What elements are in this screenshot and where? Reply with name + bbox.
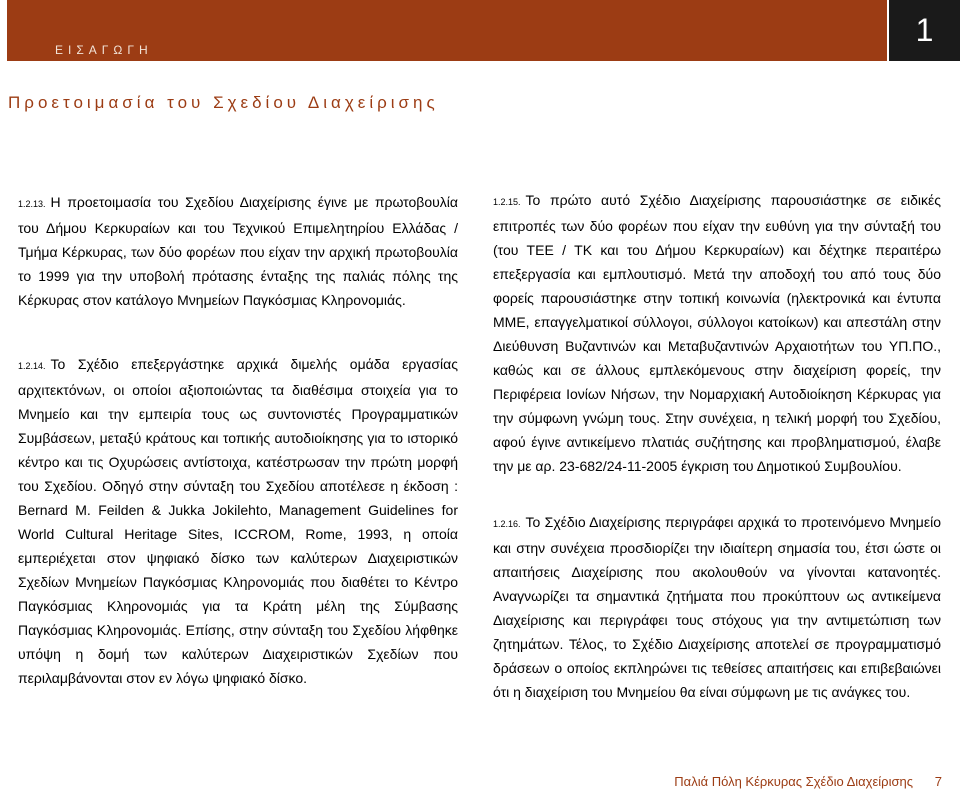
paragraph-1-2-15 <box>493 188 941 478</box>
paragraph-text: Το Σχέδιο επεξεργάστηκε αρχικά διμελής ομάδα εργασίας αρχιτεκτόνων, οι οποίοι αξιοποιώντας τα διαθέσιμα στοιχεία για το Μνημείο και την εμπειρία τους ως συντονιστές Προγραμματικών Συμβάσεων, μεταξύ κράτους και τοπικής αυτοδιοίκησης για το ιστορικό κέντρο και τις Οχυρώσεις αντίστοιχα, κατέστρωσαν την πρώτη μορφή του Σχεδίου. Οδηγό στην σύνταξη του Σχεδίου αποτέλεσε η έκδοση : Bernard M. Feilden & Jukka Jokilehto, Management Guidelines for World Cultural Heritage Sites, ICCROM, Rome, 1993, η οποία εμπεριέχεται στον ψηφιακό δίσκο των καλύτερων Διαχειριστικών Σχεδίων Μνημείων Παγκόσμιας Κληρονομιάς που διαθέτει το Κέντρο Παγκόσμιας Κληρονομιάς για τα Κράτη μέλη της Σύμβασης Παγκόσμιας Κληρονομιάς. Επίσης, στην σύνταξη του Σχεδίου λήφθηκε υπόψη η δομή των καλύτερων Διαχειριστικών Σχεδίων που περιλαμβάνονται στον εν λόγω ψηφιακό δίσκο. <box>18 356 458 686</box>
page-number: 7 <box>934 774 942 789</box>
paragraph-number: 1.2.13. <box>18 199 46 209</box>
paragraph-number: 1.2.15. <box>493 197 521 207</box>
section-title: Προετοιμασία του Σχεδίου Διαχείρισης <box>8 93 439 112</box>
paragraph-number: 1.2.14. <box>18 361 46 371</box>
paragraph-1-2-14 <box>18 352 458 690</box>
chapter-number: 1 <box>889 0 960 61</box>
paragraph-text: Το πρώτο αυτό Σχέδιο Διαχείρισης παρουσιάστηκε σε ειδικές επιτροπές των δύο φορέων που είχαν την ευθύνη για την σύνταξή του (του ΤΕΕ / ΤΚ και του Δήμου Κερκυραίων) και δέχτηκε περαιτέρω επεξεργασία και εμπλουτισμό. Μετά την αποδοχή του από τους δύο φορείς παρουσιάστηκε στην τοπική κοινωνία (ηλεκτρονικά και έντυπα ΜΜΕ, επαγγελματικοί σύλλογοι, σύλλογοι κατοίκων) και απεστάλη στην Διεύθυνση Βυζαντινών και Μεταβυζαντινών Αρχαιοτήτων του ΥΠ.ΠΟ., καθώς και σε άλλους εμπλεκόμενους στην διαχείριση φορείς, την Περιφέρεια Ιονίων Νήσων, την Νομαρχιακή Αυτοδιοίκηση Κέρκυρας για την σύμφωνη γνώμη τους. Στην συνέχεια, η τελική μορφή του Σχεδίου, αφού έγινε αντικείμενο πλατιάς συζήτησης και προβληματισμού, έλαβε την με αρ. 23-682/24-11-2005 έγκριση του Δημοτικού Συμβουλίου. <box>493 192 941 474</box>
page-footer <box>0 774 960 788</box>
paragraph-1-2-16 <box>493 510 941 704</box>
paragraph-1-2-13 <box>18 190 458 312</box>
header-band <box>7 0 887 61</box>
paragraph-text: Το Σχέδιο Διαχείρισης περιγράφει αρχικά το προτεινόμενο Μνημείο και στην συνέχεια προσδιορίζει την ιδιαίτερη σημασία του, έτσι ώστε οι απαιτήσεις Διαχείρισης που ακολουθούν να γίνονται κατανοητές. Αναγνωρίζει τα σημαντικά ζητήματα που προκύπτουν ως αντικείμενα Διαχείρισης και περιγράφει τους στόχους για την αντιμετώπιση των ζητημάτων. Τέλος, το Σχέδιο Διαχείρισης αποτελεί σε προγραμματισμό δράσεων ο οποίος εκπληρώνει τις τεθείσες απαιτήσεις και επιβεβαιώνει ότι η διαχείριση του Μνημείου θα είναι σύμφωνη με τις ανάγκες του. <box>493 514 941 700</box>
footer-title: Παλιά Πόλη Κέρκυρας Σχέδιο Διαχείρισης <box>674 774 913 789</box>
paragraph-text: Η προετοιμασία του Σχεδίου Διαχείρισης έγινε με πρωτοβουλία του Δήμου Κερκυραίων και του Τεχνικού Επιμελητηρίου Ελλάδας / Τμήμα Κέρκυρας, των δύο φορέων που είχαν την αρχική πρωτοβουλία το 1999 για την υποβολή πρότασης ένταξης της παλιάς πόλης της Κέρκυρας στον κατάλογο Μνημείων Παγκόσμιας Κληρονομιάς. <box>18 194 458 308</box>
chapter-label: ΕΙΣΑΓΩΓΗ <box>55 43 153 57</box>
paragraph-number: 1.2.16. <box>493 519 521 529</box>
